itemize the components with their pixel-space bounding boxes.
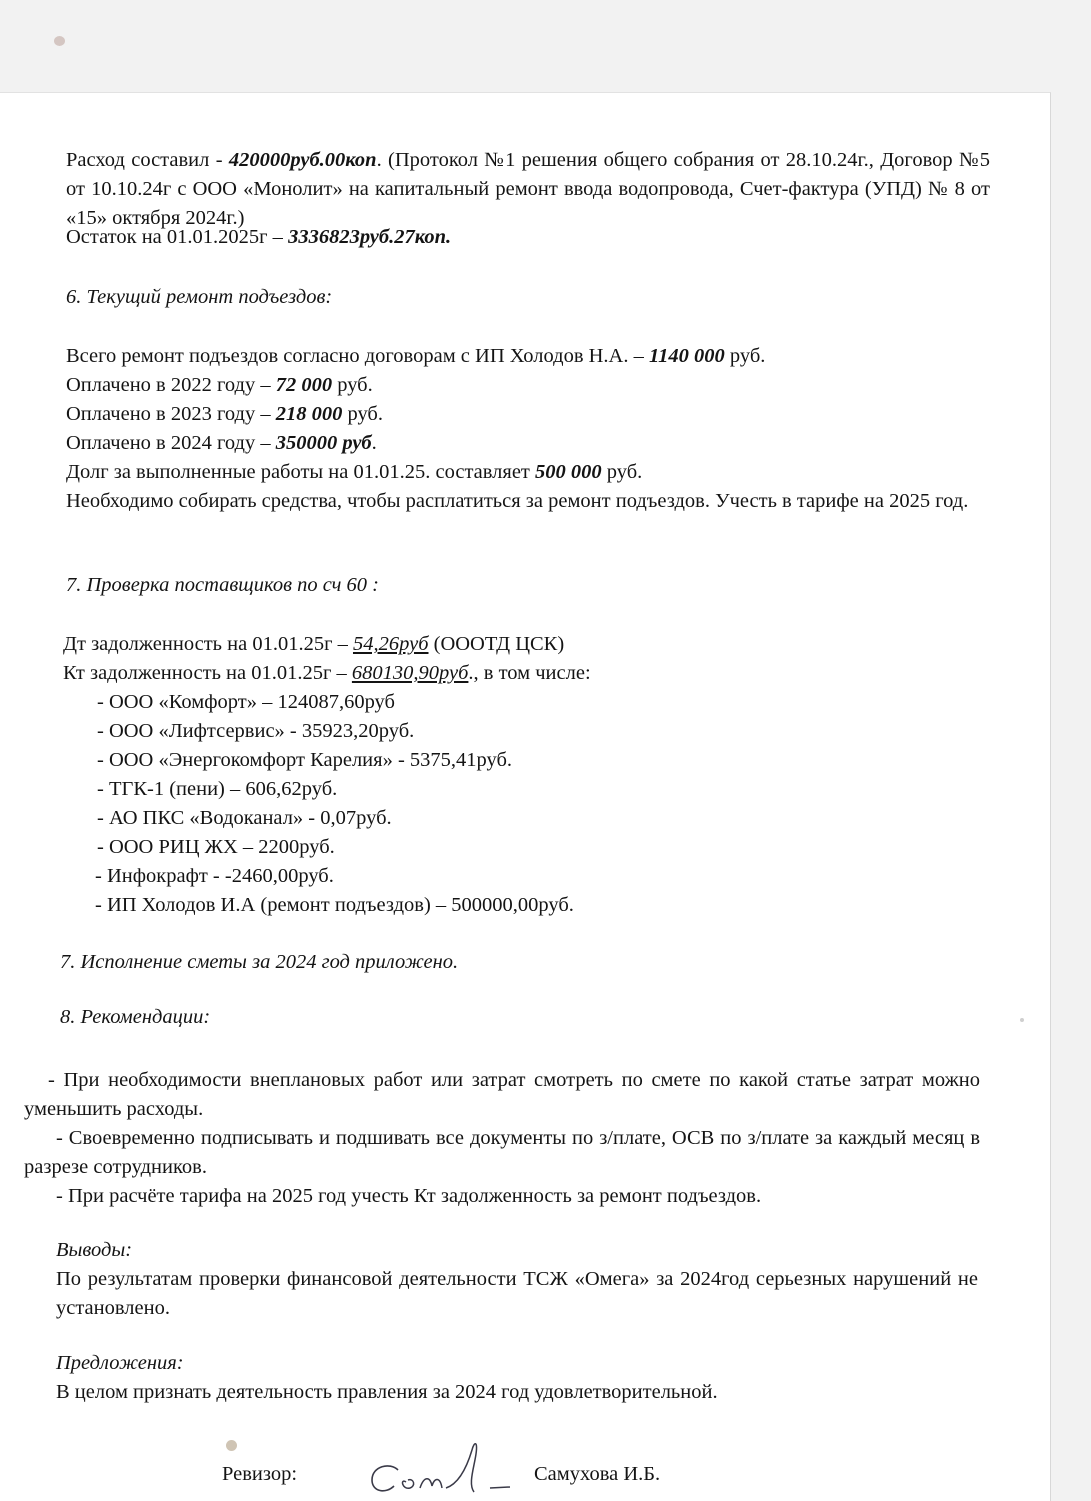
supplier-item: - ООО «Лифтсервис» - 35923,20руб.: [97, 720, 415, 742]
conclusions-text: По результатам проверки финансовой деятельности ТСЖ «Омега» за 2024год серьезных нарушений не установлено.: [56, 1268, 978, 1319]
supplier-item: - АО ПКС «Водоканал» - 0,07руб.: [97, 807, 392, 829]
section-7-heading: 7. Проверка поставщиков по сч 60 :: [66, 574, 379, 596]
section-6-body: [66, 342, 990, 516]
expense-paragraph: Расход составил - 420000руб.00коп. (Протокол №1 решения общего собрания от 28.10.24г., Договор №5 от 10.10.24г с ООО «Монолит» на капитальный ремонт ввода водопровода, Счет-фактура (УПД) № 8 от «15» октября 2024г.): [66, 149, 990, 229]
section-8-heading: 8. Рекомендации:: [60, 1006, 211, 1028]
paid-line: Оплачено в 2022 году – 72 000 руб.: [66, 374, 373, 396]
scan-speck: [54, 36, 65, 46]
dt-debt-line: Дт задолженность на 01.01.25г – 54,26руб (ОООТД ЦСК): [63, 633, 565, 655]
supplier-item: - ООО «Комфорт» – 124087,60руб: [97, 691, 395, 713]
supplier-item: - ООО РИЦ ЖХ – 2200руб.: [97, 836, 335, 858]
paid-line: Оплачено в 2023 году – 218 000 руб.: [66, 403, 383, 425]
conclusions-heading: Выводы:: [56, 1239, 133, 1261]
proposals-heading: Предложения:: [56, 1352, 184, 1374]
supplier-item: - Инфокрафт - -2460,00руб.: [95, 865, 334, 887]
auditor-name: Самухова И.Б.: [534, 1463, 661, 1485]
supplier-item: - ИП Холодов И.А (ремонт подъездов) – 500000,00руб.: [95, 894, 574, 916]
supplier-item: - ТГК-1 (пени) – 606,62руб.: [97, 778, 338, 800]
balance-line: Остаток на 01.01.2025г – 3336823руб.27коп.: [66, 226, 452, 248]
recommendation-item: - При необходимости внеплановых работ или затрат смотреть по смете по какой статье затрат можно уменьшить расходы.: [24, 1069, 980, 1120]
section-7b-heading: 7. Исполнение сметы за 2024 год приложено.: [60, 951, 459, 973]
repair-total-line: Всего ремонт подъездов согласно договорам с ИП Холодов Н.А. – 1140 000 руб.: [66, 345, 766, 367]
section-6-heading: 6. Текущий ремонт подъездов:: [66, 286, 333, 308]
repair-note: Необходимо собирать средства, чтобы расплатиться за ремонт подъездов. Учесть в тарифе на 2025 год.: [66, 490, 969, 512]
kt-debt-line: Кт задолженность на 01.01.25г – 680130,90руб., в том числе:: [63, 662, 591, 684]
recommendation-item: - При расчёте тарифа на 2025 год учесть Кт задолженность за ремонт подъездов.: [56, 1185, 762, 1207]
scan-speck: [226, 1440, 237, 1451]
recommendation-item: - Своевременно подписывать и подшивать все документы по з/плате, ОСВ по з/плате за каждый месяц в разрезе сотрудников.: [24, 1127, 980, 1178]
paid-line: Оплачено в 2024 году – 350000 руб.: [66, 432, 377, 454]
debt-line: Долг за выполненные работы на 01.01.25. составляет 500 000 руб.: [66, 461, 643, 483]
expense-amount: 420000руб.00коп: [228, 149, 377, 171]
proposals-text: В целом признать деятельность правления за 2024 год удовлетворительной.: [56, 1381, 718, 1403]
balance-amount: 3336823руб.27коп.: [288, 226, 452, 248]
scan-speck: [1020, 1018, 1024, 1022]
auditor-label: Ревизор:: [222, 1463, 298, 1485]
handwritten-signature: [350, 1430, 520, 1500]
supplier-item: - ООО «Энергокомфорт Карелия» - 5375,41руб.: [97, 749, 513, 771]
section-7-body: [63, 630, 987, 920]
